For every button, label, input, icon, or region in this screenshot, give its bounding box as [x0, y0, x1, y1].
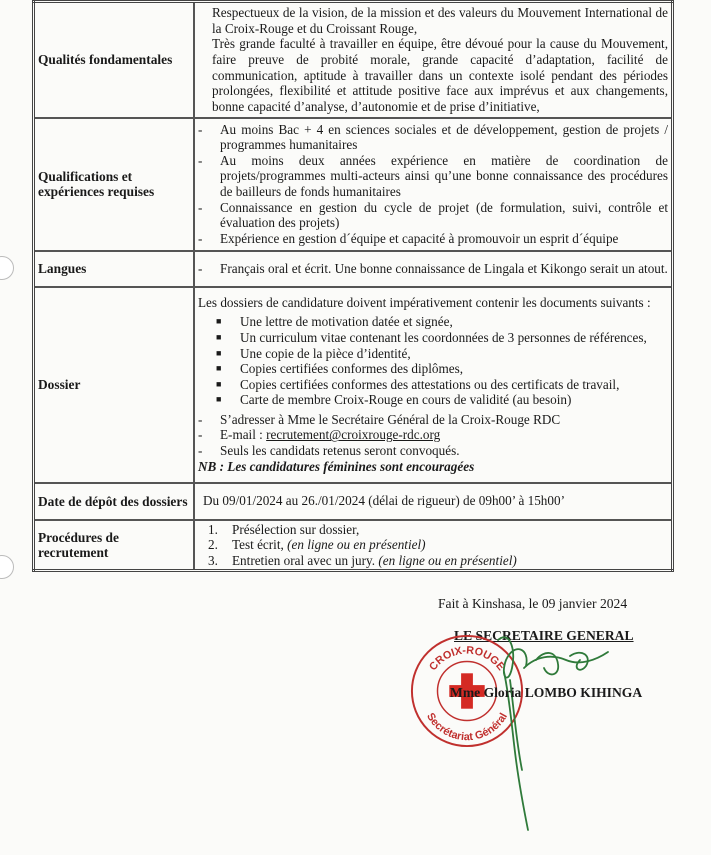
square-bullet-icon: ■ — [216, 316, 222, 327]
label-qualifications: Qualifications et expériences requises — [34, 118, 195, 251]
list-item: ■ Une copie de la pièce d’identité, — [216, 345, 411, 361]
list-item: 2. Test écrit, (en ligne ou en présentiel) — [208, 537, 426, 553]
list-item: ■ Une lettre de motivation datée et signée, — [216, 314, 453, 330]
dossier-email-line: - E-mail : recrutement@croixrouge-rdc.org — [198, 427, 441, 443]
job-requirements-table — [32, 0, 674, 572]
label-langues: Langues — [34, 251, 195, 287]
label-procedures: Procédures de recrutement — [34, 520, 195, 571]
square-bullet-icon: ■ — [216, 331, 222, 342]
dossier-retained: - Seuls les candidats retenus seront convoqués. — [198, 443, 460, 459]
square-bullet-icon: ■ — [216, 394, 222, 405]
dash-marker-icon: - — [198, 411, 203, 427]
row-langues — [34, 251, 673, 287]
label-dossier: Dossier — [34, 287, 195, 483]
list-item: ■ Un curriculum vitae contenant les coordonnées de 3 personnes de références, — [216, 329, 647, 345]
content-depot: Du 09/01/2024 au 26./01/2024 (délai de rigueur) de 09h00’ à 15h00’ — [194, 483, 673, 520]
dash-marker-icon: - — [198, 199, 203, 215]
handwritten-signature-icon — [440, 620, 630, 835]
dossier-document-list — [198, 314, 668, 408]
row-dossier — [34, 287, 673, 483]
punch-hole-top — [0, 256, 14, 280]
qualites-line-2: Très grande faculté à travailler en équipe, être dévoué pour la cause du Mouvement, faire preuve de probité morale, grande capacité d’adaptation, facilité de communication, aptitude à travailler dans un contexte isolé pendant des périodes prolongées, flexibilité et attitude positive face aux imprévus et aux changements, bonne capacité d’analyse, d’autonomie et de prise d’initiative, — [212, 36, 668, 114]
list-item: 3. Entretien oral avec un jury. (en ligne ou en présentiel) — [208, 552, 517, 568]
place-date: Fait à Kinshasa, le 09 janvier 2024 — [438, 596, 628, 611]
content-langues — [194, 251, 673, 287]
content-qualites — [194, 2, 673, 118]
list-item: ■ Carte de membre Croix-Rouge en cours de validité (au besoin) — [216, 392, 572, 408]
langues-item: - Français oral et écrit. Une bonne connaissance de Lingala et Kikongo serait un atout. — [198, 260, 668, 276]
email-link[interactable]: recrutement@croixrouge-rdc.org — [266, 427, 441, 443]
row-procedures — [34, 520, 673, 571]
list-item: ■ Copies certifiées conformes des attestations ou des certificats de travail, — [216, 376, 620, 392]
label-depot: Date de dépôt des dossiers — [34, 483, 195, 520]
svg-text:Secrétariat Général: Secrétariat Général — [424, 710, 510, 744]
signatory-title: LE SECRETAIRE GENERAL — [454, 628, 634, 643]
content-dossier — [194, 287, 673, 483]
nb-note: NB : Les candidatures féminines sont encouragées — [198, 458, 475, 474]
qualification-item: - Expérience en gestion d´équipe et capacité à promouvoir un esprit d´équipe — [198, 230, 619, 246]
square-bullet-icon: ■ — [216, 347, 222, 358]
square-bullet-icon: ■ — [216, 363, 222, 374]
dash-marker-icon: - — [198, 152, 203, 168]
dash-marker-icon: - — [198, 121, 203, 137]
qualites-line-1: Respectueux de la vision, de la mission et des valeurs du Mouvement International de la Croix-Rouge et du Croissant Rouge, — [212, 5, 668, 36]
qualification-item: - Au moins Bac + 4 en sciences sociales et de développement, gestion de projets / programmes humanitaires — [198, 121, 668, 153]
qualification-item: - Au moins deux années expérience en matière de coordination de projets/programmes multi-acteurs ainsi qu’une bonne connaissance des procédures de bailleurs de fonds humanitaires — [198, 152, 668, 199]
dossier-address: - S’adresser à Mme le Secrétaire Général de la Croix-Rouge RDC — [198, 411, 561, 427]
procedure-list — [198, 522, 668, 569]
dash-marker-icon: - — [198, 427, 203, 443]
square-bullet-icon: ■ — [216, 378, 222, 389]
dash-marker-icon: - — [198, 260, 203, 276]
signatory-name: Mme Gloria LOMBO KIHINGA — [450, 685, 643, 700]
content-qualifications — [194, 118, 673, 251]
dash-marker-icon: - — [198, 443, 203, 459]
list-item: 1. Présélection sur dossier, — [208, 521, 360, 537]
qualification-item: - Connaissance en gestion du cycle de projet (de formulation, suivi, contrôle et évaluation des projets) — [198, 199, 668, 231]
dash-marker-icon: - — [198, 230, 203, 246]
content-procedures — [194, 520, 673, 571]
svg-text:CROIX-ROUGE: CROIX-ROUGE — [427, 644, 507, 674]
label-qualites: Qualités fondamentales — [34, 2, 195, 118]
row-depot — [34, 483, 673, 520]
row-qualites — [34, 2, 673, 118]
punch-hole-bottom — [0, 555, 14, 579]
row-qualifications — [34, 118, 673, 251]
list-item: ■ Copies certifiées conformes des diplômes, — [216, 361, 464, 377]
dossier-intro: Les dossiers de candidature doivent impérativement contenir les documents suivants : — [198, 294, 651, 310]
